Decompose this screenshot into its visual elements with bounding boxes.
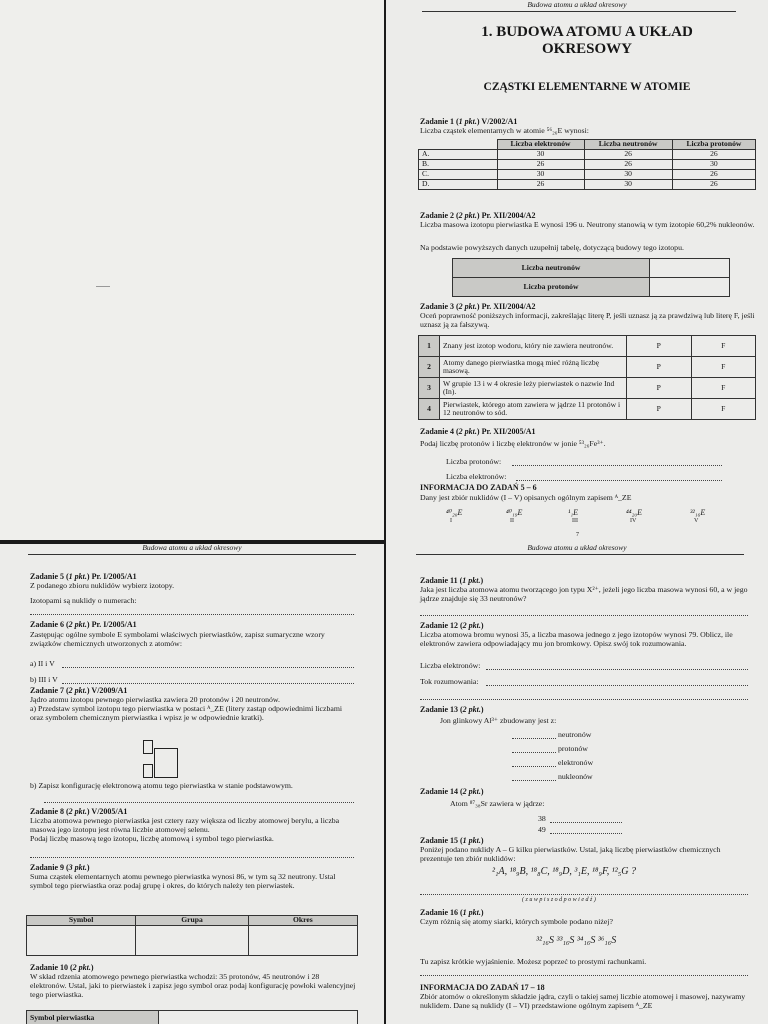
task-1-col: Liczba elektronów [497, 140, 584, 150]
task-1-col: Liczba protonów [672, 140, 755, 150]
task-8-heading-b: ) V/2005/A1 [86, 807, 128, 816]
task-4-protons-label: Liczba protonów: [446, 457, 502, 466]
task-14-heading [420, 787, 484, 796]
task-5-text: Z podanego zbioru nuklidów wybierz izotopy. [30, 581, 175, 590]
task-9-period-cell[interactable] [248, 925, 357, 955]
task-14-answer-line[interactable] [550, 822, 622, 823]
task-4-heading-b: ) Pr. XII/2005/A1 [476, 427, 536, 436]
task-10-text: W skład rdzenia atomowego pewnego pierwiastka wchodzi: 35 protonów, 45 neutronów i 28 elektronów. Ustal, jaki to pierwiastek i zapisz jego symbol oraz podaj konfigurację powłoki walencyjnej tego pierwiastka. [30, 972, 356, 1000]
task-13-points: 2 pkt. [462, 705, 481, 714]
task-9-symbol-cell[interactable] [27, 925, 136, 955]
task-8-text: Liczba atomowa pewnego pierwiastka jest cztery razy większa od liczby atomowej berylu, a liczba masowa jego izotopu jest równa liczbie atomowej selenu. [30, 816, 340, 835]
task-14-text: Atom ⁸⁷₃₈Sr zawiera w jądrze: [450, 799, 545, 808]
roman-IV: IV [630, 518, 637, 524]
task-9-text: Suma cząstek elementarnych atomu pewnego pierwiastka wynosi 86, w tym są 32 neutrony. Ustal symbol tego pierwiastka oraz podaj grupę i okres, do których należy ten pierwiastek. [30, 872, 336, 891]
task-16-answer-line[interactable] [420, 975, 748, 976]
task-4-heading-a: Zadanie 4 ( [420, 427, 459, 436]
task-13-heading-a: Zadanie 13 ( [420, 705, 463, 714]
running-header: Budowa atomu a układ okresowy [142, 544, 242, 552]
task-9-col-period: Okres [248, 916, 357, 926]
task-4-electrons-answer-line[interactable] [516, 480, 722, 481]
page-top-right [386, 0, 768, 544]
task-5-points: 1 pkt. [68, 572, 87, 581]
task-11-points: 1 pkt. [462, 576, 481, 585]
task-14-number: 38 [538, 814, 546, 823]
task-5-heading-a: Zadanie 5 ( [30, 572, 69, 581]
task-14-heading-a: Zadanie 14 ( [420, 787, 463, 796]
nuclide-III: ¹₁E [568, 508, 579, 517]
roman-V: V [694, 518, 699, 524]
page-number: 7 [576, 532, 579, 538]
running-header: Budowa atomu a układ okresowy [527, 0, 627, 9]
task-4-protons-answer-line[interactable] [512, 465, 722, 466]
scan-mark [96, 286, 110, 287]
task-6-a-answer-line[interactable] [62, 667, 354, 668]
task-7-b-text: b) Zapisz konfigurację elektronową atomu tego pierwiastka w stanie podstawowym. [30, 781, 293, 790]
task-13-item: elektronów [558, 758, 594, 767]
task-14-heading-b: ) [480, 787, 484, 796]
task-7-b-answer-line[interactable] [44, 802, 354, 803]
task-14-answer-line[interactable] [550, 833, 622, 834]
task-14-points: 2 pkt. [462, 787, 481, 796]
task-16-instruction: Tu zapisz krótkie wyjaśnienie. Możesz poprzeć to prostymi rachunkami. [420, 957, 647, 966]
task-5-heading-b: ) Pr. I/2005/A1 [86, 572, 137, 581]
task-13-answer-line[interactable] [512, 780, 556, 781]
task-1-option[interactable]: D. [419, 179, 498, 189]
task-3-true-option[interactable]: P [627, 336, 692, 357]
task-3-true-option[interactable]: P [627, 399, 692, 420]
task-2-table [452, 258, 730, 297]
header-rule [416, 554, 744, 555]
task-1-heading-a: Zadanie 1 ( [420, 117, 459, 126]
task-1-corner [419, 140, 498, 150]
task-15-nuclides: ²₁A, ¹⁸₉B, ¹⁸₈C, ¹⁸₉D, ³₁E, ¹⁸₉F, ¹²₅G ? [492, 866, 636, 877]
task-9-heading-a: Zadanie 9 ( [30, 863, 69, 872]
task-1-cell: 26 [672, 179, 755, 189]
task-3-text: Oceń poprawność poniższych informacji, zakreślając literę P, jeśli uznasz ją za prawdziwą lub literę F, jeśli uznasz ją za fałszywą. [420, 311, 755, 330]
task-3-statement: Znany jest izotop wodoru, który nie zawiera neutronów. [440, 336, 627, 357]
nuclide-I: ⁴⁰₂₀E [446, 508, 463, 517]
task-1-cell: 26 [497, 159, 584, 169]
task-7-mass-number-box[interactable] [143, 740, 153, 754]
header-rule [28, 554, 356, 555]
task-6-b-label: b) III i V [30, 675, 58, 684]
task-1-cell: 26 [672, 149, 755, 159]
task-1-cell: 26 [584, 159, 672, 169]
chapter-title-line2: OKRESOWY [541, 40, 632, 57]
task-3-false-option[interactable]: F [691, 336, 756, 357]
task-2-answer-cell[interactable] [650, 259, 730, 278]
task-15-heading-a: Zadanie 15 ( [420, 836, 463, 845]
roman-II: II [510, 518, 514, 524]
chapter-title [416, 24, 758, 58]
info-5-6-text: Dany jest zbiór nuklidów (I – V) opisanych ogólnym zapisem ᴬ_ZE [420, 493, 632, 502]
task-3-false-option[interactable]: F [691, 399, 756, 420]
task-10-row-label: Symbol pierwiastka [27, 1011, 159, 1024]
task-1-option[interactable]: C. [419, 169, 498, 179]
task-10-heading-b: ) [90, 963, 94, 972]
task-9-points: 3 pkt. [68, 863, 87, 872]
task-2-row-label: Liczba neutronów [453, 259, 650, 278]
task-10-points: 2 pkt. [72, 963, 91, 972]
task-12-electrons-label: Liczba elektronów: [420, 661, 481, 670]
task-6-text: Zastępując ogólne symbole E symbolami właściwych pierwiastków, zapisz sumaryczne wzory związków chemicznych utworzonych z atomów: [30, 630, 325, 649]
info-5-6-heading: INFORMACJA DO ZADAŃ 5 – 6 [420, 483, 537, 492]
running-header: Budowa atomu a układ okresowy [527, 544, 627, 552]
task-1-text: Liczba cząstek elementarnych w atomie ⁵⁶₂₆E wynosi: [420, 126, 589, 135]
task-1-table [418, 139, 756, 190]
task-2-heading-b: ) Pr. XII/2004/A2 [476, 211, 536, 220]
task-13-heading [420, 705, 484, 714]
task-11-answer-line[interactable] [420, 615, 748, 616]
blank-page-top-left [0, 0, 384, 540]
task-13-item: protonów [558, 744, 588, 753]
task-13-answer-line[interactable] [512, 738, 556, 739]
task-3-statement: W grupie 13 i w 4 okresie leży pierwiastek o nazwie Ind (In). [440, 378, 627, 399]
task-12-reasoning-line[interactable] [420, 699, 748, 700]
task-3-points: 2 pkt. [458, 302, 477, 311]
task-3-false-option[interactable]: F [691, 357, 756, 378]
task-7-a-text: a) Przedstaw symbol izotopu tego pierwiastka w postaci ᴬ_ZE (litery zastąp odpowiednimi liczbami oraz symbolem chemicznym pierwiastka i wpisz je w odpowiednie kratki). [30, 704, 343, 723]
task-12-reasoning-label: Tok rozumowania: [420, 677, 479, 686]
task-1-cell: 30 [584, 169, 672, 179]
task-1-cell: 26 [584, 149, 672, 159]
header-rule [422, 11, 736, 12]
nuclide-IV: ⁴⁴₂₀E [626, 508, 643, 517]
task-7-atomic-number-box[interactable] [143, 764, 153, 778]
task-3-true-option[interactable]: P [627, 378, 692, 399]
task-11-heading-a: Zadanie 11 ( [420, 576, 463, 585]
task-11-heading-b: ) [480, 576, 484, 585]
task-2-instruction: Na podstawie powyższych danych uzupełnij tabelę, dotyczącą budowy tego izotopu. [420, 243, 684, 252]
task-15-answer-line[interactable] [420, 894, 748, 895]
task-3-row-number: 2 [419, 357, 440, 378]
roman-III: III [572, 518, 578, 524]
task-3-statement: Atomy danego pierwiastka mogą mieć różną liczbę masową. [440, 357, 627, 378]
task-13-item: neutronów [558, 730, 592, 739]
nuclide-V: ³²₁₆E [690, 508, 706, 517]
task-10-heading-a: Zadanie 10 ( [30, 963, 73, 972]
nuclide-II: ⁴⁰₁₉E [506, 508, 523, 517]
task-8-instruction: Podaj liczbę masową tego izotopu, liczbę atomową i symbol tego pierwiastka. [30, 834, 274, 843]
task-2-answer-cell[interactable] [650, 278, 730, 297]
task-7-heading-a: Zadanie 7 ( [30, 686, 69, 695]
task-3-row-number: 4 [419, 399, 440, 420]
task-3-true-option[interactable]: P [627, 357, 692, 378]
task-1-cell: 30 [497, 149, 584, 159]
task-6-a-label: a) II i V [30, 659, 55, 668]
task-13-heading-b: ) [480, 705, 484, 714]
task-16-points: 1 pkt. [462, 908, 481, 917]
task-13-answer-line[interactable] [512, 766, 556, 767]
task-14-number: 49 [538, 825, 546, 834]
task-7-points: 2 pkt. [68, 686, 87, 695]
chapter-title-line1: 1. BUDOWA ATOMU A UKŁAD [481, 24, 693, 40]
task-12-points: 2 pkt. [462, 621, 481, 630]
task-4-electrons-label: Liczba elektronów: [446, 472, 507, 481]
task-3-false-option[interactable]: F [691, 378, 756, 399]
roman-I: I [450, 518, 452, 524]
task-16-heading-a: Zadanie 16 ( [420, 908, 463, 917]
task-2-text: Liczba masowa izotopu pierwiastka E wynosi 196 u. Neutrony stanowią w tym izotopie 60,2% nukleonów. [420, 220, 755, 229]
task-9-group-cell[interactable] [136, 925, 249, 955]
task-1-option[interactable]: B. [419, 159, 498, 169]
task-12-text: Liczba atomowa bromu wynosi 35, a liczba masowa jednego z jego izotopów wynosi 79. Oblicz, ile elektronów zawiera odpowiadający mu jon bromkowy. Opisz swój tok rozumowania. [420, 630, 733, 649]
task-9-table [26, 915, 358, 956]
task-2-points: 2 pkt. [458, 211, 477, 220]
task-8-points: 2 pkt. [68, 807, 87, 816]
task-16-sulfur-isotopes: ³²₁₆S ³³₁₆S ³⁴₁₆S ³⁶₁₆S [536, 935, 617, 946]
task-12-heading-b: ) [480, 621, 484, 630]
task-13-text: Jon glinkowy Al³⁺ zbudowany jest z: [440, 716, 557, 725]
task-1-points: 1 pkt. [458, 117, 477, 126]
task-3-row-number: 3 [419, 378, 440, 399]
task-15-heading-b: ) [480, 836, 484, 845]
task-6-heading-a: Zadanie 6 ( [30, 620, 69, 629]
task-15-answer-note: ( z u w p i s z o d p o w i e d ź ) [522, 897, 596, 903]
task-6-heading-b: ) Pr. I/2005/A1 [86, 620, 137, 629]
task-6-b-answer-line[interactable] [62, 683, 354, 684]
task-12-reasoning-line[interactable] [486, 685, 748, 686]
task-7-text: Jądro atomu izotopu pewnego pierwiastka zawiera 20 protonów i 20 neutronów. [30, 695, 281, 704]
task-3-statement: Pierwiastek, którego atom zawiera w jądrze 11 protonów i 12 neutronów to sód. [440, 399, 627, 420]
task-7-symbol-box[interactable] [154, 748, 178, 778]
task-9-col-symbol: Symbol [27, 916, 136, 926]
task-8-answer-line[interactable] [30, 857, 354, 858]
task-1-col: Liczba neutronów [584, 140, 672, 150]
task-11-text: Jaka jest liczba atomowa atomu tworzącego jon typu X²⁺, jeżeli jego liczba masowa wynosi 60, a w jego jądrze znajduje się 33 neutronów? [420, 585, 748, 604]
task-12-heading-a: Zadanie 12 ( [420, 621, 463, 630]
task-2-heading-a: Zadanie 2 ( [420, 211, 459, 220]
task-1-cell: 30 [672, 159, 755, 169]
task-13-answer-line[interactable] [512, 752, 556, 753]
task-1-heading-b: ) V/2002/A1 [476, 117, 518, 126]
task-3-row-number: 1 [419, 336, 440, 357]
task-16-text: Czym różnią się atomy siarki, których symbole podano niżej? [420, 917, 613, 926]
task-4-heading [420, 427, 536, 436]
task-3-table [418, 335, 756, 420]
task-12-electrons-answer-line[interactable] [486, 669, 748, 670]
task-3-heading-b: ) Pr. XII/2004/A2 [476, 302, 536, 311]
task-10-table [26, 1010, 358, 1024]
task-5-answer-label: Izotopami są nuklidy o numerach: [30, 596, 137, 605]
task-10-answer-cell[interactable] [159, 1011, 358, 1024]
task-1-cell: 26 [672, 169, 755, 179]
task-9-col-group: Grupa [136, 916, 249, 926]
page-bottom-right [386, 544, 768, 1024]
task-15-text: Poniżej podano nuklidy A – G kilku pierwiastków. Ustal, jaką liczbę pierwiastków chemicznych prezentuje ten zbiór nuklidów: [420, 845, 721, 864]
task-1-option[interactable]: A. [419, 149, 498, 159]
task-1-cell: 30 [497, 169, 584, 179]
task-1-cell: 26 [497, 179, 584, 189]
task-5-answer-line[interactable] [30, 614, 354, 615]
task-2-row-label: Liczba protonów [453, 278, 650, 297]
task-7-heading-b: ) V/2009/A1 [86, 686, 128, 695]
task-4-text: Podaj liczbę protonów i liczbę elektronów w jonie ⁵³₂₆Fe³⁺. [420, 439, 606, 448]
task-16-heading-b: ) [480, 908, 484, 917]
task-8-heading-a: Zadanie 8 ( [30, 807, 69, 816]
task-9-heading-b: ) [86, 863, 90, 872]
info-17-18-text: Zbiór atomów o określonym składzie jądra, czyli o takiej samej liczbie atomowej i masowej, nazywamy nuklidem. Dane są nuklidy (I – VI) przedstawione ogólnym zapisem ᴬ_ZE [420, 992, 746, 1011]
task-13-item: nukleonów [558, 772, 593, 781]
section-title: CZĄSTKI ELEMENTARNE W ATOMIE [483, 81, 691, 93]
task-6-heading [30, 620, 137, 629]
task-4-points: 2 pkt. [458, 427, 477, 436]
page-bottom-left [0, 544, 384, 1024]
info-17-18-heading: INFORMACJA DO ZADAŃ 17 – 18 [420, 983, 545, 992]
task-1-cell: 30 [584, 179, 672, 189]
task-6-points: 2 pkt. [68, 620, 87, 629]
task-15-points: 1 pkt. [462, 836, 481, 845]
task-3-heading-a: Zadanie 3 ( [420, 302, 459, 311]
